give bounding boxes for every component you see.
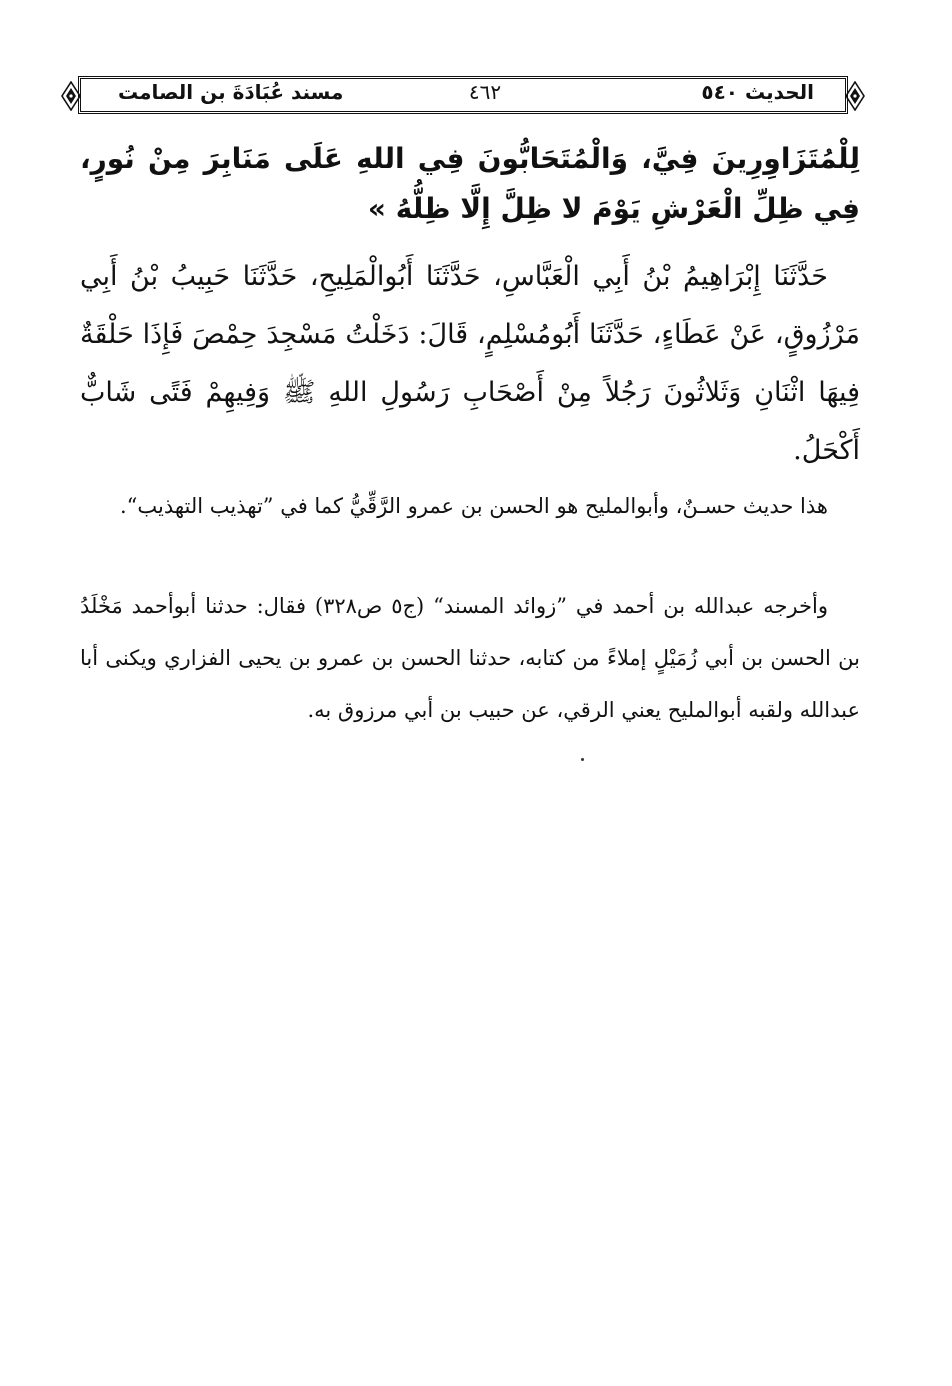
- page-number: ٤٦٢: [468, 80, 502, 104]
- right-ornament-icon: [844, 81, 866, 111]
- takhrij-note: وأخرجه عبدالله بن أحمد في ”زوائد المسند“ (ج٥ ص٣٢٨) فقال: حدثنا أبوأحمد مَخْلَدُ بن الحسن بن أبي زُمَيْلٍ إملاءً من كتابه، حدثنا الحسن بن عمرو بن يحيى الفزاري ويكنى أبا عبدالله ولقبه أبوالمليح يعني الرقي، عن حبيب بن أبي مرزوق به.: [80, 594, 860, 722]
- stray-dot: [581, 758, 584, 761]
- page-header: [60, 72, 866, 120]
- section-title: مسند عُبَادَةَ بن الصامت: [118, 80, 344, 104]
- isnad-paragraph: حَدَّثَنَا إِبْرَاهِيمُ بْنُ أَبِي الْعَبَّاسِ، حَدَّثَنَا أَبُوالْمَلِيحِ، حَدَّثَنَا حَبِيبُ بْنُ أَبِي مَرْزُوقٍ، عَنْ عَطَاءٍ، حَدَّثَنَا أَبُومُسْلِمٍ، قَالَ: دَخَلْتُ مَسْجِدَ حِمْصَ فَإِذَا حَلْقَةٌ فِيهَا اثْنَانِ وَثَلاثُونَ رَجُلاً مِنْ أَصْحَابِ رَسُولِ اللهِ ﷺ وَفِيهِمْ فَتًى شَابٌّ أَكْحَلُ.: [80, 261, 860, 466]
- hadith-quote: لِلْمُتَزَاوِرِينَ فِيَّ، وَالْمُتَحَابُّونَ فِي اللهِ عَلَى مَنَابِرَ مِنْ نُورٍ، فِي ظِلِّ الْعَرْشِ يَوْمَ لا ظِلَّ إِلَّا ظِلُّهُ »: [80, 142, 860, 225]
- grading-note: هذا حديث حسـنٌ، وأبوالمليح هو الحسن بن عمرو الرَّقِّيُّ كما في ”تهذيب التهذيب“.: [119, 494, 828, 518]
- hadith-number: الحديث ٥٤٠: [701, 80, 814, 104]
